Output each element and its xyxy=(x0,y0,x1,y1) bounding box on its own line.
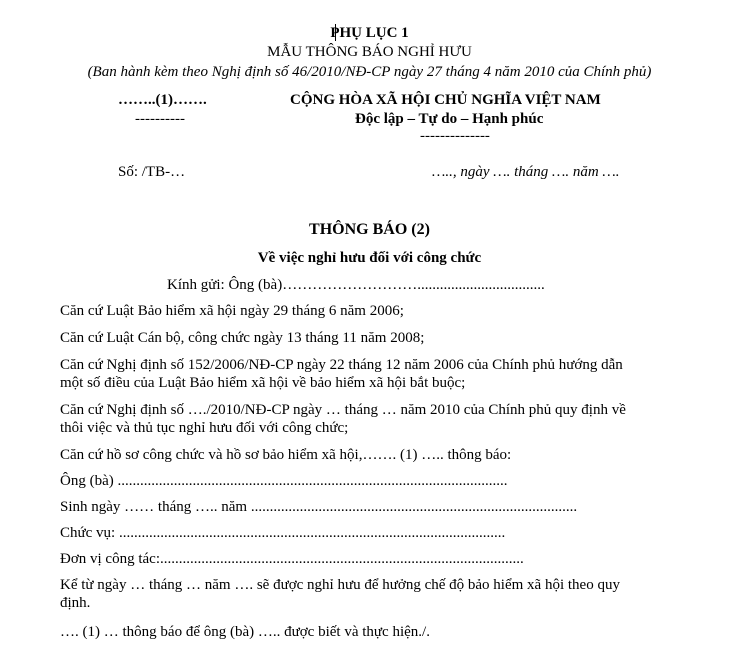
field-position: Chức vụ: ....................................................................................................... xyxy=(60,525,506,541)
agency-name: ……..(1)……. xyxy=(118,92,207,108)
appendix-title: PHỤ LỤC 1 xyxy=(330,25,409,41)
agency-underline: ---------- xyxy=(135,111,185,127)
recipient-line: Kính gửi: Ông (bà)……………………….................................. xyxy=(167,277,545,293)
field-work-unit: Đơn vị công tác:................................................................................................. xyxy=(60,551,524,567)
basis-civil-servant-law: Căn cứ Luật Cán bộ, công chức ngày 13 tháng 11 năm 2008; xyxy=(60,330,425,346)
retirement-statement-line1: Kể từ ngày … tháng … năm …. sẽ được nghỉ hưu để hưởng chế độ bảo hiểm xã hội theo quy xyxy=(60,577,620,593)
basis-decree-152-line1: Căn cứ Nghị định số 152/2006/NĐ-CP ngày 22 tháng 12 năm 2006 của Chính phủ hướng dẫn xyxy=(60,357,623,373)
basis-decree-2010-line2: thôi việc và thủ tục nghỉ hưu đối với công chức; xyxy=(60,420,349,436)
basis-social-insurance-law: Căn cứ Luật Bảo hiểm xã hội ngày 29 tháng 6 năm 2006; xyxy=(60,303,404,319)
motto: Độc lập – Tự do – Hạnh phúc xyxy=(355,111,544,127)
motto-underline: -------------- xyxy=(420,128,490,144)
issued-note: (Ban hành kèm theo Nghị định số 46/2010/NĐ-CP ngày 27 tháng 4 năm 2010 của Chính phủ) xyxy=(87,64,652,80)
basis-decree-2010-line1: Căn cứ Nghị định số …./2010/NĐ-CP ngày … tháng … năm 2010 của Chính phủ quy định về xyxy=(60,402,626,418)
field-birth-date: Sinh ngày …… tháng ….. năm ....................................................................................... xyxy=(60,499,578,515)
retirement-statement-line2: định. xyxy=(60,595,91,611)
reference-number: Số: /TB-… xyxy=(118,164,186,180)
basis-decree-152-line2: một số điều của Luật Bảo hiểm xã hội về bảo hiểm xã hội bắt buộc; xyxy=(60,375,466,391)
form-title: MẪU THÔNG BÁO NGHỈ HƯU xyxy=(267,44,472,60)
closing-statement: …. (1) … thông báo để ông (bà) ….. được biết và thực hiện./. xyxy=(60,624,430,640)
field-name: Ông (bà) ........................................................................................................ xyxy=(60,473,508,489)
reference-date: ….., ngày …. tháng …. năm …. xyxy=(432,164,620,180)
basis-records: Căn cứ hồ sơ công chức và hồ sơ bảo hiểm xã hội,……. (1) ….. thông báo: xyxy=(60,447,512,463)
notice-subject: Về việc nghỉ hưu đối với công chức xyxy=(257,250,482,266)
country-name: CỘNG HÒA XÃ HỘI CHỦ NGHĨA VIỆT NAM xyxy=(290,92,601,108)
notice-title: THÔNG BÁO (2) xyxy=(309,221,430,238)
